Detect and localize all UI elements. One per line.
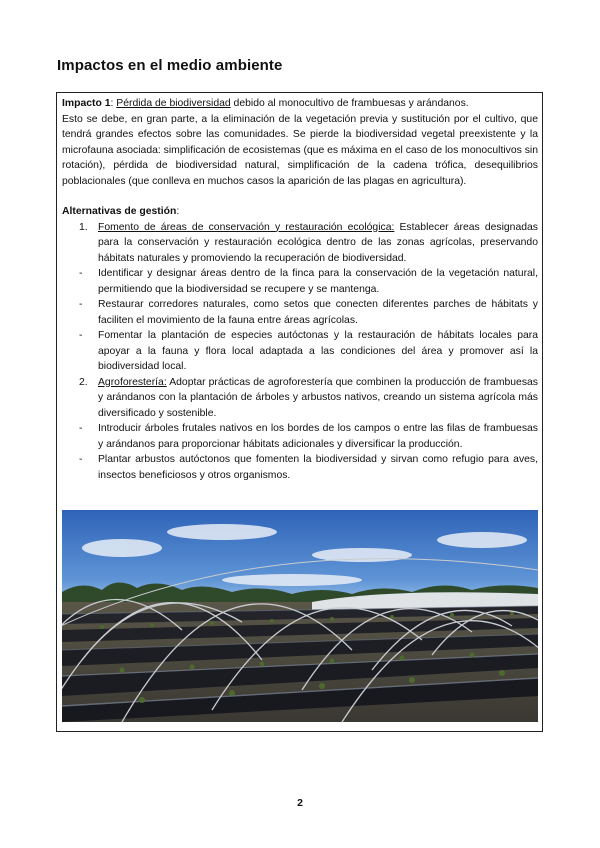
alternative-item: [62, 220, 538, 267]
alternative-text: Introducir árboles frutales nativos en los bordes de los campos o entre las filas de frambuesas y arándanos para proporcionar hábitats adicionales y diversificar la producción.: [98, 423, 538, 450]
spacer: [62, 189, 538, 204]
impact-topic: Pérdida de biodiversidad: [116, 98, 231, 109]
section-title: Impactos en el medio ambiente: [57, 57, 283, 74]
alternative-item: [62, 452, 538, 483]
alternative-title: Fomento de áreas de conservación y restauración ecológica:: [98, 221, 395, 233]
list-marker: -: [79, 330, 83, 341]
impact-description: Esto se debe, en gran parte, a la eliminación de la vegetación previa y sustitución por el cultivo, que tendrá grandes efectos sobre las comunidades. Se pierde la biodiversidad vegetal preexistente y la microfauna asociada: simplificación de ecosistemas (que es máxima en el caso de los monocultivos sin rotación), pérdida de biodiversidad natural, simplificación de la cadena trófica, desequilibrios poblacionales (que conlleva en muchos casos la aparición de las plagas en agricultura).: [62, 113, 538, 187]
alternatives-heading: Alternativas de gestión: [62, 206, 177, 217]
impact-label: Impacto 1: [62, 98, 111, 109]
alternative-item: [62, 421, 538, 452]
list-marker: -: [79, 299, 83, 310]
alternative-text: Restaurar corredores naturales, como setos que conecten diferentes parches de hábitats y faciliten el movimiento de la fauna entre áreas agrícolas.: [98, 299, 538, 326]
alternative-text: Establecer áreas designadas para la conservación y restauración ecológica dentro de las zonas agrícolas, preservando hábitats naturales y promoviendo la recuperación de biodiversidad.: [98, 221, 538, 264]
impact-content: [62, 96, 538, 483]
field-tunnels-illustration: [62, 510, 538, 722]
alternative-text: Plantar arbustos autóctonos que fomenten la biodiversidad y sirvan como refugio para aves, insectos beneficiosos y otros organismos.: [98, 454, 538, 481]
impact-title-line: [62, 96, 538, 112]
berry-field-photo: [62, 510, 538, 722]
list-marker: -: [79, 268, 83, 279]
alternative-title: Agroforestería:: [98, 376, 167, 388]
alternatives-list: [62, 220, 538, 484]
alternative-item: [62, 266, 538, 297]
alternatives-heading-suffix: :: [176, 206, 180, 217]
alternative-item: [62, 328, 538, 375]
alternative-item: [62, 297, 538, 328]
list-marker: 2.: [79, 376, 88, 388]
impact-colon: :: [110, 98, 117, 109]
alternative-text: Identificar y designar áreas dentro de la finca para la conservación de la vegetación natural, permitiendo que la biodiversidad se recupere y se mantenga.: [98, 268, 538, 295]
alternative-text: Fomentar la plantación de especies autóctonas y la restauración de hábitats locales para apoyar a la fauna y flora local adaptada a las condiciones del área y promover así la biodiversidad local.: [98, 330, 538, 372]
alternative-item: [62, 375, 538, 422]
alternatives-heading-line: [62, 204, 538, 220]
list-marker: -: [79, 423, 83, 434]
list-marker: -: [79, 454, 83, 465]
page-number: 2: [297, 797, 303, 809]
impact-topic-rest: debido al monocultivo de frambuesas y arándanos.: [230, 98, 469, 109]
alternative-text: Adoptar prácticas de agroforestería que combinen la producción de frambuesas y arándanos con la plantación de árboles y arbustos nativos, creando un sistema agrícola más diversificado y sostenible.: [98, 376, 538, 419]
list-marker: 1.: [79, 221, 88, 233]
